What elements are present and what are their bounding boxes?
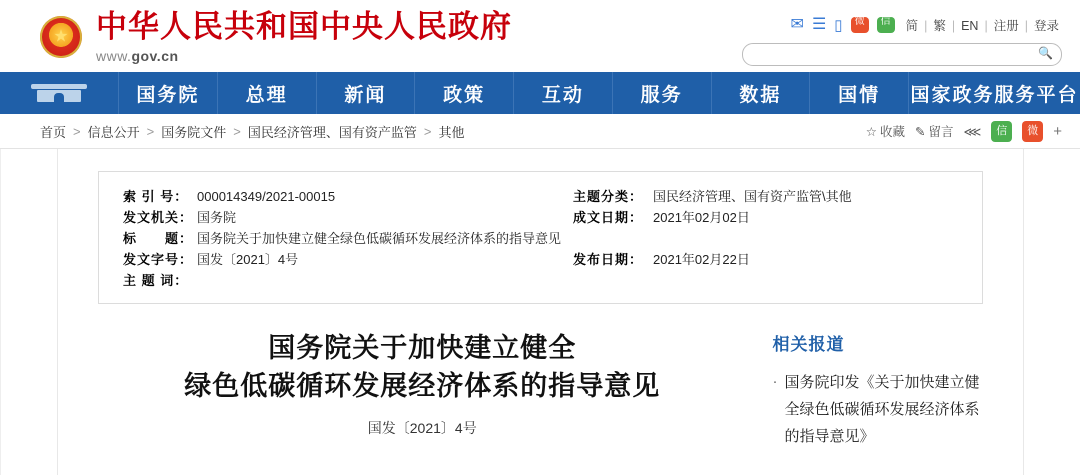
message-label: 留言 <box>928 125 954 139</box>
header-links <box>903 16 1062 34</box>
breadcrumb-item-category[interactable]: 国民经济管理、国有资产监管 <box>247 124 417 140</box>
meta-row-publish-date <box>573 249 852 270</box>
meta-row-keywords <box>123 270 573 291</box>
nav-item-zhengce[interactable]: 政策 <box>415 72 514 114</box>
related-reports-list <box>772 369 983 450</box>
nav-home-button[interactable] <box>0 72 119 114</box>
meta-label-keywords: 主 题 词： <box>123 273 189 288</box>
meta-row-completed-date <box>573 207 852 228</box>
nav-item-zhengwu-platform[interactable]: 国家政务服务平台 <box>910 84 1079 106</box>
meta-value-publish-date: 2021年02月22日 <box>653 252 750 267</box>
nav-item-guoqing[interactable]: 国情 <box>810 72 909 114</box>
nav-item-guowuyuan[interactable]: 国务院 <box>119 72 218 114</box>
meta-label-index: 索 引 号： <box>123 189 189 204</box>
message-button[interactable] <box>915 122 954 140</box>
document-header <box>98 330 746 466</box>
site-brand[interactable] <box>96 8 512 64</box>
meta-value-title: 国务院关于加快建立健全绿色低碳循环发展经济体系的指导意见 <box>197 231 562 246</box>
document-title-line2: 绿色低碳循环发展经济体系的指导意见 <box>184 371 661 402</box>
nav-item-xinwen[interactable]: 新闻 <box>317 72 416 114</box>
search-input[interactable] <box>787 44 1061 65</box>
breadcrumb-separator-1: > <box>73 123 81 139</box>
breadcrumb-separator-2: > <box>146 123 155 139</box>
link-separator-3: | <box>984 19 988 33</box>
site-title: 中华人民共和国中央人民政府 <box>96 9 512 45</box>
lang-english[interactable]: EN <box>961 19 979 33</box>
link-separator-4: | <box>1024 19 1028 33</box>
meta-column-left <box>123 186 573 291</box>
breadcrumb-separator-3: > <box>233 123 241 139</box>
breadcrumb-tools <box>866 121 1062 142</box>
wechat-share-icon[interactable]: 信 <box>991 121 1012 142</box>
meta-label-completed-date: 成文日期： <box>573 210 644 225</box>
meta-label-docnumber: 发文字号： <box>123 252 194 267</box>
favorite-button[interactable] <box>866 122 905 140</box>
lang-simplified[interactable]: 简 <box>905 19 919 33</box>
search-icon[interactable]: 🔍 <box>1038 46 1053 60</box>
search-box[interactable] <box>742 43 1062 66</box>
meta-row-docnumber <box>123 249 573 270</box>
meta-row-index <box>123 186 573 207</box>
meta-row-topic <box>573 186 852 207</box>
more-share-icon[interactable]: + <box>1053 122 1062 140</box>
meta-label-topic: 主题分类： <box>573 189 644 204</box>
login-link[interactable]: 登录 <box>1033 19 1059 33</box>
meta-label-issuer: 发文机关： <box>123 210 194 225</box>
related-reports-title: 相关报道 <box>772 335 845 354</box>
share-icon: ⋘ <box>963 124 982 139</box>
document-number: 国发〔2021〕4号 <box>367 420 477 436</box>
document-area <box>98 330 983 466</box>
breadcrumb <box>40 122 464 141</box>
meta-value-index: 000014349/2021-00015 <box>197 189 336 204</box>
star-icon: ☆ <box>865 124 877 139</box>
meta-value-docnumber: 国发〔2021〕4号 <box>197 252 299 267</box>
site-domain <box>96 48 512 64</box>
meta-label-publish-date: 发布日期： <box>573 252 644 267</box>
mail-icon[interactable]: ✉ <box>790 16 804 33</box>
nav-item-zongli[interactable]: 总理 <box>218 72 317 114</box>
message-icon[interactable]: ☰ <box>811 16 827 33</box>
meta-value-topic: 国民经济管理、国有资产监管\其他 <box>653 189 852 204</box>
nav-item-fuwu[interactable]: 服务 <box>613 72 712 114</box>
meta-label-title: 标 题： <box>123 231 194 246</box>
meta-label-spacer <box>573 228 653 249</box>
favorite-label: 收藏 <box>879 125 905 139</box>
emblem-star-icon: ★ <box>53 26 69 46</box>
document-meta-box <box>98 171 983 304</box>
register-link[interactable]: 注册 <box>993 19 1019 33</box>
breadcrumb-item-home[interactable]: 首页 <box>40 124 67 140</box>
wechat-icon[interactable]: 信 <box>877 17 895 33</box>
header-icon-row <box>742 14 1062 36</box>
weibo-share-icon[interactable]: 微 <box>1022 121 1043 142</box>
content-frame <box>57 149 1024 475</box>
list-item[interactable]: · 国务院印发《关于加快建立健全绿色低碳循环发展经济体系的指导意见》 <box>772 369 983 450</box>
related-reports-panel <box>746 330 983 466</box>
share-button[interactable] <box>963 124 981 139</box>
document-title-line1: 国务院关于加快建立健全 <box>268 333 577 364</box>
pencil-icon: ✎ <box>914 124 926 139</box>
meta-row-issuer <box>123 207 573 228</box>
main-nav <box>0 72 1080 114</box>
breadcrumb-item-state-council-docs[interactable]: 国务院文件 <box>161 124 227 140</box>
link-separator-2: | <box>951 19 956 33</box>
site-domain-bold: gov.cn <box>131 48 179 64</box>
meta-row-title <box>123 228 573 249</box>
site-header <box>0 0 1080 72</box>
lang-traditional[interactable]: 繁 <box>933 19 946 33</box>
breadcrumb-bar <box>0 114 1080 149</box>
tiananmen-icon <box>31 82 87 104</box>
link-separator-1: | <box>924 19 928 33</box>
meta-value-issuer: 国务院 <box>197 210 237 225</box>
breadcrumb-item-other[interactable]: 其他 <box>438 124 465 140</box>
nav-item-shuju[interactable]: 数据 <box>712 72 811 114</box>
meta-column-right <box>573 186 852 291</box>
mobile-icon[interactable]: ▯ <box>834 16 843 34</box>
meta-value-completed-date: 2021年02月02日 <box>653 210 750 225</box>
nav-item-hudong[interactable]: 互动 <box>514 72 613 114</box>
header-right <box>742 14 1062 66</box>
breadcrumb-item-info-disclosure[interactable]: 信息公开 <box>87 124 140 140</box>
meta-row-spacer <box>573 228 852 249</box>
site-domain-prefix: www. <box>96 48 132 64</box>
weibo-icon[interactable]: 微 <box>851 17 869 33</box>
national-emblem-icon <box>40 16 82 58</box>
breadcrumb-separator-4: > <box>423 123 432 139</box>
page-body <box>0 149 1080 475</box>
